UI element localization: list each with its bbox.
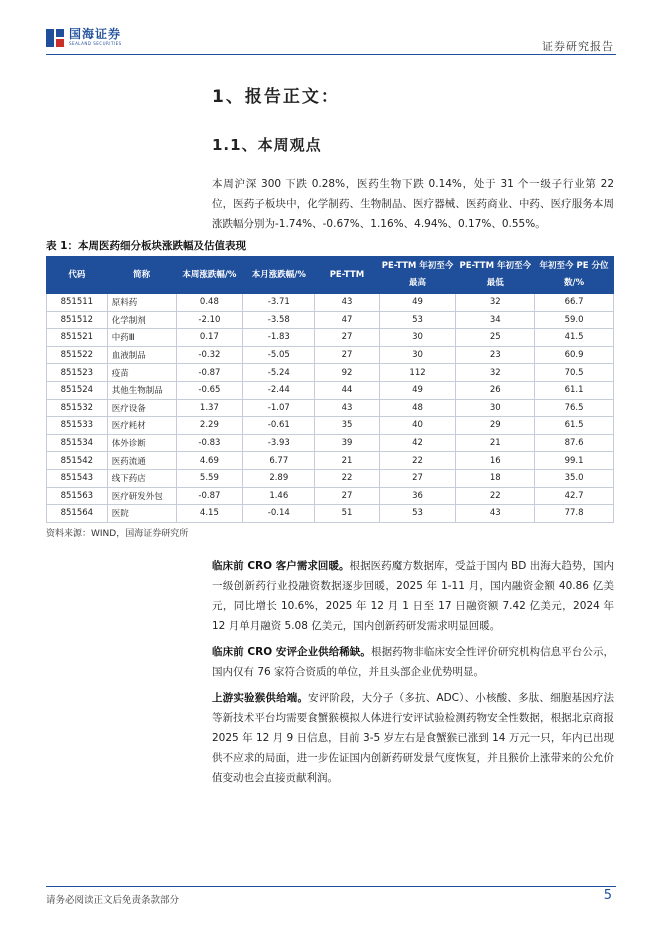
table-cell: 851563	[47, 487, 108, 505]
table-cell: 体外诊断	[107, 434, 176, 452]
table-cell: 原料药	[107, 294, 176, 312]
table-cell: 44	[315, 381, 379, 399]
table-cell: 851534	[47, 434, 108, 452]
col-header-monthly-change: 本月涨跌幅/%	[243, 257, 315, 294]
table-cell: 27	[315, 346, 379, 364]
table-cell: 39	[315, 434, 379, 452]
table-cell: -0.87	[176, 487, 243, 505]
table-cell: -5.24	[243, 364, 315, 382]
table-cell: 0.17	[176, 329, 243, 347]
table-cell: 医疗耗材	[107, 417, 176, 435]
table-cell: 27	[315, 329, 379, 347]
table-cell: 70.5	[535, 364, 614, 382]
paragraph-monkey-supply	[212, 688, 614, 788]
table-cell: 疫苗	[107, 364, 176, 382]
col-header-code: 代码	[47, 257, 108, 294]
table-cell: 32	[456, 294, 535, 312]
logo-mark	[46, 29, 64, 47]
paragraph-lead: 临床前 CRO 安评企业供给稀缺。	[212, 646, 371, 658]
table-cell: 851521	[47, 329, 108, 347]
table-cell: 851542	[47, 452, 108, 470]
table-cell: 112	[379, 364, 456, 382]
footer-divider	[46, 886, 616, 887]
table-cell: 92	[315, 364, 379, 382]
header-divider	[46, 54, 616, 55]
logo-text	[69, 28, 122, 47]
table-cell: -3.71	[243, 294, 315, 312]
table-cell: 其他生物制品	[107, 381, 176, 399]
table-row	[47, 311, 614, 329]
table-cell: 51	[315, 505, 379, 523]
table-cell: -0.61	[243, 417, 315, 435]
table-cell: 61.5	[535, 417, 614, 435]
table-cell: 77.8	[535, 505, 614, 523]
table-row	[47, 469, 614, 487]
table-cell: 35	[315, 417, 379, 435]
table-cell: 21	[315, 452, 379, 470]
table-cell: 22	[456, 487, 535, 505]
table-row	[47, 329, 614, 347]
table-cell: 22	[315, 469, 379, 487]
table-row	[47, 294, 614, 312]
table-cell: 1.46	[243, 487, 315, 505]
table-cell: 42.7	[535, 487, 614, 505]
page-number: 5	[603, 888, 612, 903]
logo-name-en: SEALAND SECURITIES	[69, 41, 122, 46]
table-row	[47, 399, 614, 417]
table-cell: 41.5	[535, 329, 614, 347]
table-cell: 22	[379, 452, 456, 470]
table-cell: -2.10	[176, 311, 243, 329]
table-cell: 48	[379, 399, 456, 417]
table-cell: 851532	[47, 399, 108, 417]
col-header-name: 简称	[107, 257, 176, 294]
table-cell: 27	[379, 469, 456, 487]
table-cell: -5.05	[243, 346, 315, 364]
table-cell: 49	[379, 294, 456, 312]
table-cell: -0.65	[176, 381, 243, 399]
table-title: 表 1：本周医药细分板块涨跌幅及估值表现	[46, 240, 246, 252]
table-cell: -1.07	[243, 399, 315, 417]
table-cell: 49	[379, 381, 456, 399]
col-header-pe-ttm: PE-TTM	[315, 257, 379, 294]
table-cell: 18	[456, 469, 535, 487]
table-cell: 53	[379, 505, 456, 523]
table-cell: 99.1	[535, 452, 614, 470]
paragraph-body: 安评阶段，大分子（多抗、ADC）、小核酸、多肽、细胞基因疗法等新技术平台均需要食蟹猴模拟人体进行安评试验检测药物安全性数据，根据北京商报 2025 年 12 月 9 日信息，目前 3-5 岁左右是食蟹猴已涨到 14 万元一只，年内已出现供不应求的局面，进一步佐证国内创新药研发景气度恢复，并且猴价上涨带来的公允价值变动也会直接贡献利润。	[212, 692, 615, 784]
table-cell: 43	[315, 399, 379, 417]
table-cell: 851523	[47, 364, 108, 382]
table-cell: 851564	[47, 505, 108, 523]
table-cell: -2.44	[243, 381, 315, 399]
table-cell: 26	[456, 381, 535, 399]
table-cell: 30	[379, 346, 456, 364]
table-cell: 76.5	[535, 399, 614, 417]
table-cell: 线下药店	[107, 469, 176, 487]
table-cell: 1.37	[176, 399, 243, 417]
col-header-pe-ytd-low: PE-TTM 年初至今最低	[456, 257, 535, 294]
table-cell: 34	[456, 311, 535, 329]
table-cell: 医疗研发外包	[107, 487, 176, 505]
table-row	[47, 417, 614, 435]
company-logo	[46, 28, 122, 47]
table-cell: 化学制剂	[107, 311, 176, 329]
table-cell: -0.14	[243, 505, 315, 523]
table-cell: -3.93	[243, 434, 315, 452]
table-cell: 40	[379, 417, 456, 435]
table-cell: 4.69	[176, 452, 243, 470]
table-cell: 4.15	[176, 505, 243, 523]
table-cell: 59.0	[535, 311, 614, 329]
table-cell: 53	[379, 311, 456, 329]
table-row	[47, 434, 614, 452]
footer-disclaimer: 请务必阅读正文后免责条款部分	[46, 895, 180, 906]
table-cell: 6.77	[243, 452, 315, 470]
table-cell: 27	[315, 487, 379, 505]
table-cell: 21	[456, 434, 535, 452]
table-cell: 851543	[47, 469, 108, 487]
table-cell: 0.48	[176, 294, 243, 312]
table-cell: 30	[379, 329, 456, 347]
table-cell: 5.59	[176, 469, 243, 487]
table-cell: 2.89	[243, 469, 315, 487]
paragraph-body: 根据医药魔方数据库，受益于国内 BD 出海大趋势，国内一级创新药行业投融资数据逐步回暖，2025 年 1-11 月，国内融资金额 40.86 亿美元，同比增长 10.6%，2025 年 12 月 1 日至 17 日融资额 7.42 亿美元，2024 年 12 月单月融资 5.08 亿美元，国内创新药研发需求明显回暖。	[212, 560, 614, 632]
table-header-row	[47, 257, 614, 294]
table-cell: 2.29	[176, 417, 243, 435]
table-cell: 851512	[47, 311, 108, 329]
report-type-label: 证券研究报告	[542, 40, 614, 53]
table-cell: 851533	[47, 417, 108, 435]
paragraph-lead: 临床前 CRO 客户需求回暖。	[212, 560, 350, 572]
table-cell: 25	[456, 329, 535, 347]
table-cell: -0.32	[176, 346, 243, 364]
table-cell: 医院	[107, 505, 176, 523]
table-cell: 36	[379, 487, 456, 505]
intro-paragraph: 本周沪深 300 下跌 0.28%，医药生物下跌 0.14%，处于 31 个一级子行业第 22 位，医药子板块中，化学制药、生物制品、医疗器械、医药商业、中药、医疗服务本周涨跌幅分别为-1.74%、-0.67%、1.16%、4.94%、0.17%、0.55%。	[212, 178, 614, 230]
table-row	[47, 381, 614, 399]
table-cell: -0.87	[176, 364, 243, 382]
sector-performance-table	[46, 256, 614, 523]
table-cell: 16	[456, 452, 535, 470]
table-cell: -1.83	[243, 329, 315, 347]
table-cell: 32	[456, 364, 535, 382]
col-header-pe-percentile: 年初至今 PE 分位数/%	[535, 257, 614, 294]
table-row	[47, 487, 614, 505]
section-heading: 1、报告正文：	[212, 87, 340, 107]
paragraph-cro-supply	[212, 642, 614, 682]
table-cell: 23	[456, 346, 535, 364]
paragraph-lead: 上游实验猴供给端。	[212, 692, 309, 704]
subsection-heading: 1.1、本周观点	[212, 136, 322, 154]
table-cell: 851522	[47, 346, 108, 364]
table-cell: 42	[379, 434, 456, 452]
logo-name-cn: 国海证券	[69, 27, 122, 41]
table-cell: 47	[315, 311, 379, 329]
table-row	[47, 452, 614, 470]
table-cell: 35.0	[535, 469, 614, 487]
paragraph-cro-demand	[212, 556, 614, 636]
table-cell: 851511	[47, 294, 108, 312]
table-cell: 43	[315, 294, 379, 312]
table-cell: 医药流通	[107, 452, 176, 470]
table-cell: 61.1	[535, 381, 614, 399]
table-cell: 医疗设备	[107, 399, 176, 417]
table-cell: 29	[456, 417, 535, 435]
table-cell: 30	[456, 399, 535, 417]
table-row	[47, 346, 614, 364]
col-header-pe-ytd-high: PE-TTM 年初至今最高	[379, 257, 456, 294]
table-row	[47, 364, 614, 382]
table-cell: 中药Ⅲ	[107, 329, 176, 347]
table-cell: 60.9	[535, 346, 614, 364]
table-source: 资料来源：WIND，国海证券研究所	[46, 529, 189, 539]
table-cell: 43	[456, 505, 535, 523]
table-cell: -0.83	[176, 434, 243, 452]
table-cell: -3.58	[243, 311, 315, 329]
paragraph-body: 根据药物非临床安全性评价研究机构信息平台公示，国内仅有 76 家符合资质的单位，并且头部企业优势明显。	[212, 646, 615, 678]
table-row	[47, 505, 614, 523]
table-cell: 87.6	[535, 434, 614, 452]
table-cell: 851524	[47, 381, 108, 399]
table-cell: 血液制品	[107, 346, 176, 364]
col-header-weekly-change: 本周涨跌幅/%	[176, 257, 243, 294]
table-cell: 66.7	[535, 294, 614, 312]
